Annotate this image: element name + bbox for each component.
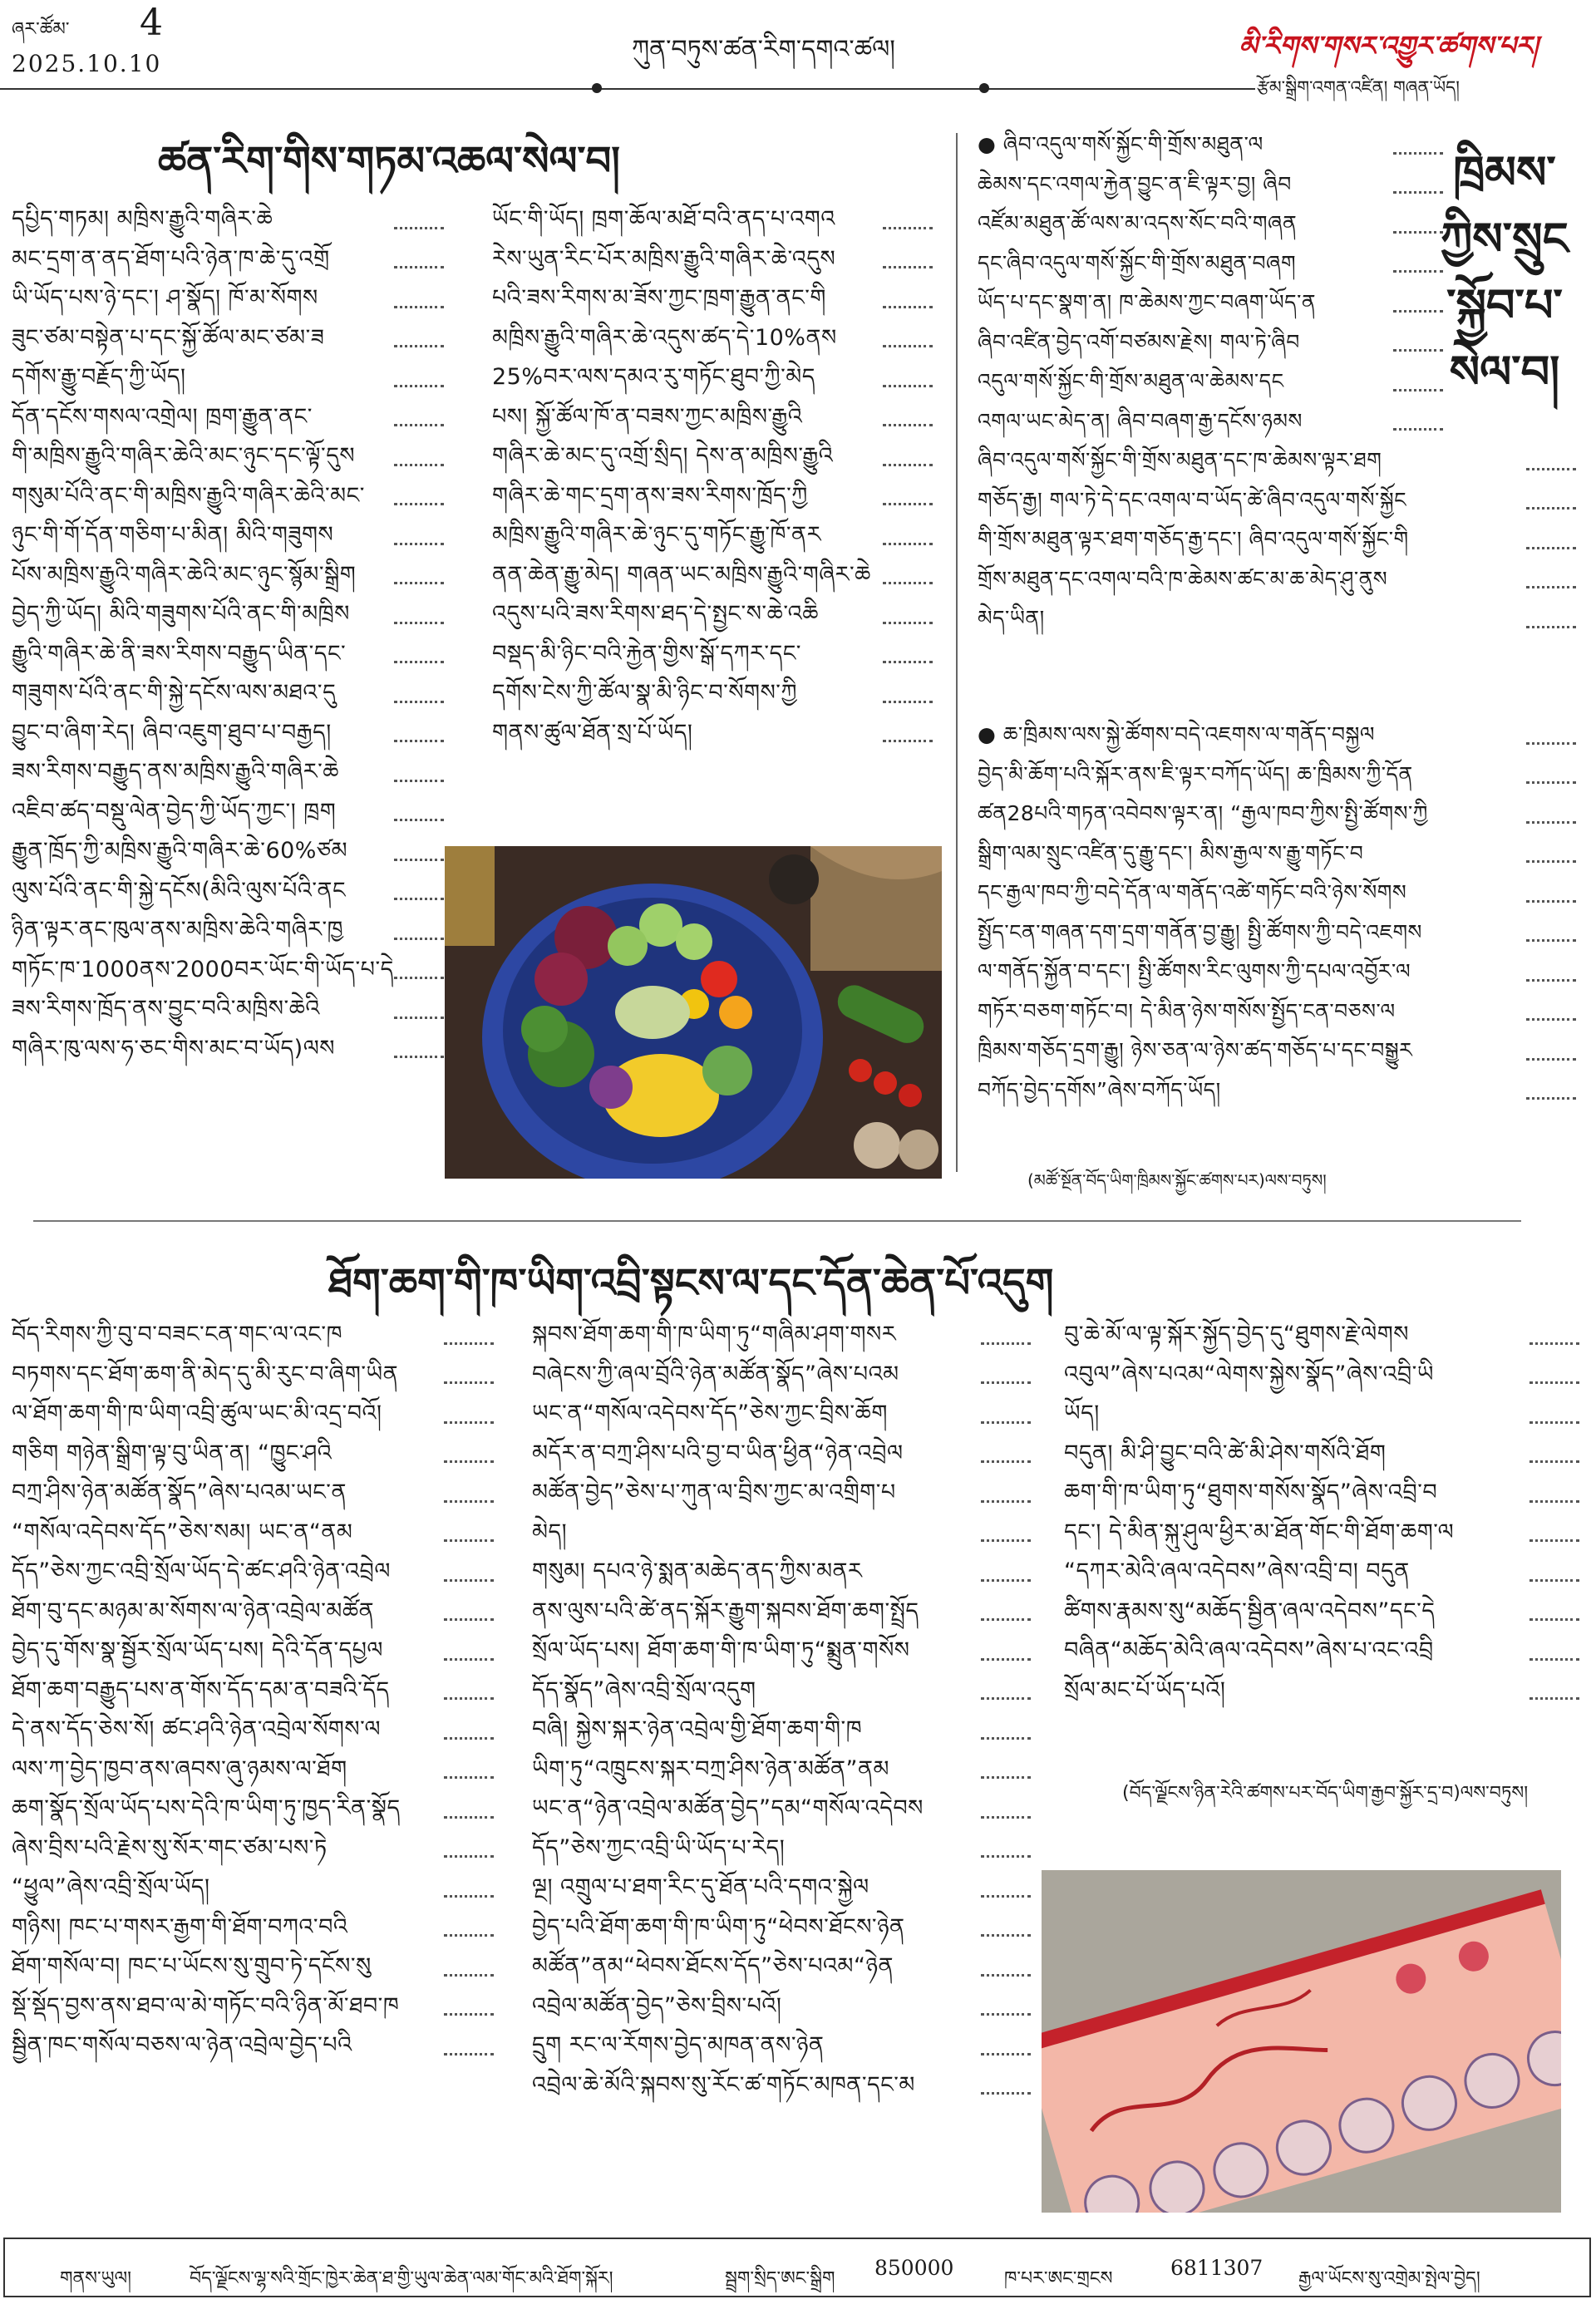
text-line: མཁྲིས་རྒྱུའི་གཞིར་ཆེ་འདུས་ཚད་དེ་10%ནས [492,318,933,358]
text-line: ● ཞིབ་འདུལ་གསོ་སྐྱོང་གི་གྲོས་མཐུན་ལ [978,125,1443,165]
text-line: བུ་ཆེ་མོ་ལ་ལྟ་སྐོར་སྐྱོད་བྱེད་དུ“ཐུགས་རྗེ་ལེགས [1064,1315,1579,1355]
footer-distribution: རྒྱལ་ཡོངས་སུ་འགྲེམ་སྤེལ་བྱེད། [1298,2268,1480,2289]
text-line: བྱེད་དུ་གོས་སྣ་སྦྱོར་སྲོལ་ཡོད་པས། དེའི་དོན་དཔྱལ [12,1631,494,1671]
red-envelope-photo [1042,1870,1561,2213]
text-line: “དཀར་མེའི་ཞལ་འདེབས”ཞེས་འབྲི་བ། བདུན [1064,1552,1579,1592]
text-line: དཔྱིད་གཏམ། མཁྲིས་རྒྱུའི་གཞིར་ཆེ [12,199,444,239]
text-line: གི་གྲོས་མཐུན་ལྟར་ཐག་གཅོད་རྒྱ་དང་། ཞིབ་འདུལ་གསོ་སྐྱོང་གི [978,519,1576,559]
text-line: གྲོས་མཐུན་དང་འགལ་བའི་ཁ་ཆེམས་ཚང་མ་ཆ་མེད་ཤུ་ནུས [978,559,1576,599]
section-label: ཞར་ཚོམ་ [12,19,70,40]
article1-column-2 [492,199,933,752]
sidebar-item-1 [978,125,1443,638]
text-line: འབྲེལ་མཚོན་བྱེད”ཅེས་བྲིས་པའོ། [532,1987,1031,2026]
text-line: དགོས་ངེས་ཀྱི་ཚོལ་སྣ་མི་ཉིང་བ་སོགས་ཀྱི [492,673,933,713]
text-line: སྲོལ་མང་པོ་ཡོད་པའོ། [1064,1671,1579,1711]
text-line: བདུན། མི་ཤི་བྱུང་བའི་ཚེ་མི་ཤེས་གསོའི་ཐོག [1064,1434,1579,1474]
text-line: ལ་ཐོག་ཆག་གི་ཁ་ཡིག་འབྲི་ཚུལ་ཡང་མི་འདྲ་བའོ། [12,1394,494,1434]
article1-column-separator [956,133,958,1172]
newspaper-logo: མི་རིགས་གསར་འགྱུར་ཚགས་པར། [1239,30,1539,62]
text-line: བྱུང་བ་ཞིག་རེད། ཞིབ་འཇུག་ཐུབ་པ་བརྒྱད། [12,713,444,753]
article1-column-1 [12,199,444,1068]
text-line: “ཕྱུལ”ཞེས་འབྲི་སྲོལ་ཡོད། [12,1868,494,1908]
text-line: རྒྱུན་ཁྲོད་ཀྱི་མཁྲིས་རྒྱུའི་གཞིར་ཆེ་60%ཙམ [12,831,444,871]
rule-dot-left [592,83,602,93]
text-line: གཞིར་ཆེ་གང་དྲག་ནས་ཟས་རིགས་ཁྲོད་ཀྱི [492,476,933,516]
text-line: བསྡད་མི་ཉིང་བའི་རྐྱེན་གྱིས་སྒོ་དཀར་དང་ [492,634,933,674]
text-line: བཏགས་དང་ཐོག་ཆག་ནི་མེད་དུ་མི་རུང་བ་ཞིག་ཡིན [12,1355,494,1395]
rule-dot-right [979,83,989,93]
text-line: དྲུག རང་ལ་རོགས་བྱེད་མཁན་ནས་ཉེན [532,2026,1031,2065]
text-line: ཟས་རིགས་བརྒྱུད་ནས་མཁྲིས་རྒྱུའི་གཞིར་ཆེ [12,752,444,792]
text-line: གཞིར་ཁུ་ལས་ཧ་ཅང་གིས་མང་བ་ཡོད)ལས [12,1029,444,1069]
text-line: བྱེད་མི་ཆོག་པའི་སྐོར་ནས་ཇི་ལྟར་བཀོད་ཡོད། ཆ་ཁྲིམས་ཀྱི་དོན [978,755,1576,795]
footer-phone-label: ཁ་པར་ཨང་གྲངས [1004,2268,1113,2289]
text-line: མེད་ཡིན། [978,598,1576,638]
text-line: འཇིབ་ཚད་བསྡུ་ལེན་བྱེད་ཀྱི་ཡོད་ཀྱང་། ཁྲག [12,792,444,832]
text-line: ཞིབ་འཛིན་བྱེད་འགོ་བཙམས་རྗེས། གལ་ཏེ་ཞིབ [978,322,1443,362]
text-line: ཁྲིམས་གཅོད་དྲག་རྒྱུ། ཉེས་ཅན་ལ་ཉེས་ཚད་གཅོད་པ་དང་བསྒྱུར [978,1031,1576,1071]
text-line: མཚོན་བྱེད”ཅེས་པ་ཀུན་ལ་བྲིས་ཀྱང་མ་འགྲིག་པ [532,1473,1031,1513]
text-line: བཀྲ་ཤིས་ཉེན་མཚོན་སྣོད”ཞེས་པའམ་ཡང་ན [12,1473,494,1513]
text-line: མེད། [532,1513,1031,1553]
article2-column-2 [532,1315,1031,2105]
text-line: ལ་གནོད་སྐྱོན་བ་དང་། སྤྱི་ཚོགས་རིང་ལུགས་ཀྱི་དཔལ་འབྱོར་ལ [978,952,1576,992]
text-line: གཏོང་ཁ་1000ནས་2000བར་ཡོང་གི་ཡོད་པ་དེ [12,950,444,990]
text-line: ཚིགས་རྣམས་སུ“མཆོད་སྦྱིན་ཞལ་འདེབས”དང་དེ [1064,1592,1579,1632]
footer-phone-value: 6811307 [1170,2256,1264,2280]
text-line: འདུས་པའི་ཟས་རིགས་ཐད་དེ་སྤྱང་ས་ཆེ་འཆི [492,594,933,634]
text-line: དོད་སྣོད”ཞེས་འབྲི་སྲོལ་འདུག [532,1671,1031,1711]
text-line: ཆེམས་དང་འགལ་རྐྱེན་བྱུང་ན་ཇི་ལྟར་བྱ། ཞིབ [978,165,1443,204]
text-line: “གསོལ་འདེབས་དོད”ཅེས་སམ། ཡང་ན“ནམ [12,1513,494,1553]
text-line: ནས་ལུས་པའི་ཚེ་ནད་སྐོར་རྒྱུག་སྐབས་ཐོག་ཆག་སྤྲོད [532,1592,1031,1632]
text-line: ཚན28པའི་གཏན་འབེབས་ལྟར་ན། “རྒྱལ་ཁབ་ཀྱིས་སྤྱི་ཚོགས་ཀྱི [978,794,1576,834]
text-line: གནས་ཚུལ་ཐོན་སྲ་པོ་ཡོད། [492,713,933,753]
text-line: དོད”ཅེས་ཀྱང་འབྲི་སྲོལ་ཡོད་དེ་ཚང་ཤའི་ཉེན་འབྲེལ [12,1552,494,1592]
text-line: བོད་རིགས་ཀྱི་བུ་བ་བཟང་ངན་གང་ལ་འང་ཁ [12,1315,494,1355]
text-line: འཛོམ་མཐུན་ཚོ་ལས་མ་འདས་སོང་བའི་གཞན [978,204,1443,244]
text-line: ལས་ཀ་བྱེད་ཁྱབ་ནས་ཞབས་ཞུ་ཉམས་ལ་ཐོག [12,1750,494,1790]
text-line: 25%བར་ལས་དམའ་རུ་གཏོང་ཐུབ་ཀྱི་མེད [492,357,933,397]
text-line: སྦྱིན་ཁང་གསོལ་བཅས་ལ་ཉེན་འབྲེལ་བྱེད་པའི [12,2026,494,2065]
salad-bowl-photo [445,846,942,1179]
masthead [0,0,1596,97]
text-line: གཏོར་བཅག་གཏོང་བ། དེ་མིན་ཉེས་གསོས་སྤྱོད་ངན་བཅས་ལ [978,992,1576,1031]
footer-postcode-value: 850000 [874,2256,954,2280]
text-line: གི་མཁྲིས་རྒྱུའི་གཞིར་ཆེའི་མང་ཉུང་དང་ལྟོ་དུས [12,436,444,476]
text-line: གསུམ་པོའི་ནང་གི་མཁྲིས་རྒྱུའི་གཞིར་ཆེའི་མང་ [12,476,444,516]
text-line: གསུམ། དཔའ་ཉེ་སྨན་མཆེད་ནད་ཀྱིས་མནར [532,1552,1031,1592]
text-line: འབྲེལ་ཆེ་མོའི་སྐབས་སུ་རོང་ཚ་གཏོང་མཁན་དང་མ [532,2065,1031,2105]
text-line: པའི་ཟས་རིགས་མ་ཟོས་ཀྱང་ཁྲག་རྒྱུན་ནང་གི [492,278,933,318]
article2-column-3 [1064,1315,1579,1710]
red-envelope-image [1042,1870,1561,2213]
article2-column-1 [12,1315,494,2065]
text-line: དོན་དངོས་གསལ་འགྲེལ། ཁྲག་རྒྱུན་ནང་ [12,397,444,437]
text-line: ནན་ཆེན་རྒྱུ་མེད། གཞན་ཡང་མཁྲིས་རྒྱུའི་གཞིར་ཆེ [492,555,933,595]
text-line: ཡོད། [1064,1394,1579,1434]
text-line: ● ཆ་ཁྲིམས་ལས་སྐྱེ་ཚོགས་བདེ་འཇགས་ལ་གནོད་བསྐྱལ [978,715,1576,755]
text-line: དང་ཞིབ་འདུལ་གསོ་སྐྱོང་གི་གྲོས་མཐུན་བཞག [978,244,1443,283]
text-line: ཡང་ན“ཉེན་འབྲེལ་མཚོན་བྱེད”དམ“གསོལ་འདེབས [532,1789,1031,1829]
text-line: སྐབས་ཐོག་ཆག་གི་ཁ་ཡིག་ཏུ“གཞིམ་ཤག་གསར [532,1315,1031,1355]
text-line: ཟུང་ཙམ་བསྟེན་པ་དང་སྐྱོ་ཚོལ་མང་ཙམ་ཟ [12,318,444,358]
text-line: བཞི། སྐྱེས་སྐར་ཉེན་འབྲེལ་གྱི་ཐོག་ཆག་གི་ཁ [532,1710,1031,1750]
text-line: བཀོད་བྱེད་དགོས”ཞེས་བཀོད་ཡོད། [978,1071,1576,1110]
header-rule-right [989,88,1255,90]
text-line: དགོས་རྒྱུ་བརྗོད་ཀྱི་ཡོད། [12,357,444,397]
text-line: གཅིག གཉེན་སྒྲིག་ལྟ་བུ་ཡིན་ན། “ཁྱུང་ཤའི [12,1434,494,1474]
text-line: དང་རྒྱལ་ཁབ་ཀྱི་བདེ་དོན་ལ་གནོད་འཚེ་གཏོང་བའི་ཉེས་སོགས [978,873,1576,913]
text-line: ཡོད་པ་དང་སྣག་ན། ཁ་ཆེམས་ཀྱང་བཞག་ཡོད་ན [978,283,1443,322]
article2-source: (བོད་ལྗོངས་ཉིན་རེའི་ཚགས་པར་བོད་ཡིག་རྒྱབ་སྐྱོར་དྲ་བ)ལས་བཏུས། [1122,1783,1529,1804]
article2-headline: ཐོག་ཆག་གི་ཁ་ཡིག་འབྲི་སྟངས་ལ་དང་དོན་ཆེན་པོ་འདུག [328,1260,1054,1307]
text-line: མཁྲིས་རྒྱུའི་གཞིར་ཆེ་ཉུང་དུ་གཏོང་རྒྱུ་ཁོ་ནར [492,515,933,555]
sidebar-title: ཁྲིམས་ཀྱིས་སྲུང་སྐྱོབ་པ་སེལ་བ། [1441,146,1569,398]
text-line: སྤྱོད་ངན་གཞན་དག་དྲག་གནོན་བྱ་རྒྱུ། སྤྱི་ཚོགས་ཀྱི་བདེ་འཇགས [978,913,1576,953]
text-line: ཉུང་གི་གོ་དོན་གཅིག་པ་མིན། མིའི་གཟུགས [12,515,444,555]
text-line: བྱེད་ཀྱི་ཡོད། མིའི་གཟུགས་པོའི་ནང་གི་མཁྲིས [12,594,444,634]
editor-line: རྩོམ་སྒྲིག་འགན་འཛིན། གཞན་ཡོད། [1257,77,1460,97]
text-line: ཡང་ན“གསོལ་འདེབས་དོད”ཅེས་ཀྱང་བྲིས་ཆོག [532,1394,1031,1434]
text-line: མཚོན”ནམ“ཕེབས་ཐོངས་དོད”ཅེས་པའམ“ཉེན [532,1947,1031,1987]
article1-headline: ཚན་རིག་གིས་གཏམ་འཆལ་སེལ་བ། [158,138,620,185]
page-number: 4 [140,2,163,44]
footer-address-label: གནས་ཡུལ། [60,2268,131,2289]
text-line: པས། སྐྱོ་ཚོལ་ཁོ་ན་བཟས་ཀྱང་མཁྲིས་རྒྱུའི [492,397,933,437]
text-line: གཞིར་ཆེ་མང་དུ་འགྲོ་སྲིད། དེས་ན་མཁྲིས་རྒྱུའི [492,436,933,476]
text-line: གཉིས། ཁང་པ་གསར་རྒྱག་གི་ཐོག་བཀའ་བའི [12,1908,494,1947]
text-line: ཡོང་གི་ཡོད། ཁྲག་ཆོལ་མཐོ་བའི་ནད་པ་འགའ [492,199,933,239]
text-line: མང་དྲག་ན་ནད་ཐོག་པའི་ཉེན་ཁ་ཆེ་དུ་འགྲོ [12,239,444,279]
text-line: དེ་ནས་དོད་ཅེས་སོ། ཚང་ཤའི་ཉེན་འབྲེལ་སོགས་ལ [12,1710,494,1750]
salad-bowl-image [445,846,942,1179]
text-line: ཟས་རིགས་ཁྲོད་ནས་བྱུང་བའི་མཁྲིས་ཆེའི [12,989,444,1029]
text-line: ཆག་གི་ཁ་ཡིག་ཏུ“ཐུགས་གསོས་སྣོད”ཞེས་འབྲི་བ [1064,1473,1579,1513]
text-line: བྱེད་པའི་ཐོག་ཆག་གི་ཁ་ཡིག་ཏུ“ཕེབས་ཐོངས་ཉེན [532,1908,1031,1947]
footer-box [3,2238,1591,2297]
text-line: ལྔ། འགྲུལ་པ་ཐག་རིང་དུ་ཐོན་པའི་དགའ་སྐྱེལ [532,1868,1031,1908]
text-line: ཐོག་གསོལ་བ། ཁང་པ་ཡོངས་སུ་གྲུབ་ཏེ་དངོས་སུ [12,1947,494,1987]
text-line: དང་། དེ་མིན་སྐུ་ཤུལ་ཕྱིར་མ་ཐོན་གོང་གི་ཐོག་ཆག་ལ [1064,1513,1579,1553]
text-line: འབུལ”ཞེས་པའམ“ལེགས་སྐྱེས་སྣོད”ཞེས་འབྲི་ཡི [1064,1355,1579,1395]
text-line: འདུལ་གསོ་སྐྱོང་གི་གྲོས་མཐུན་ལ་ཆེམས་དང [978,362,1443,401]
text-line: བཞིན“མཆོད་མེའི་ཞལ་འདེབས”ཞེས་པ་འང་འབྲི [1064,1631,1579,1671]
text-line: པོས་མཁྲིས་རྒྱུའི་གཞིར་ཆེའི་མང་ཉུང་སྙོམ་སྒྲིག [12,555,444,595]
footer-postcode-label: སྦྲག་སྲིད་ཨང་སྒྲིག [725,2268,835,2289]
text-line: མདོར་ན་བཀྲ་ཤིས་པའི་བྱ་བ་ཡིན་ཕྱིན“ཉེན་འབྲེལ [532,1434,1031,1474]
text-line: ཡི་ཡོད་པས་ཉེ་དང་། ཤ་སྣོད། ཁོ་མ་སོགས [12,278,444,318]
sidebar-source: (མཚོ་སྔོན་བོད་ཡིག་ཁྲིམས་སྐྱོང་ཚགས་པར)ལས་བཏུས། [1027,1170,1327,1190]
text-line: ལུས་པོའི་ནང་གི་སྐྱེ་དངོས(མིའི་ལུས་པོའི་ནང [12,871,444,911]
text-line: བཞེངས་ཀྱི་ཞལ་བྲོའི་ཉེན་མཚོན་སྣོད”ཞེས་པའམ [532,1355,1031,1395]
text-line: ཐོག་ཆག་བརྒྱུད་པས་ན་གོས་དོད་དམ་ན་བཟའི་དོད [12,1671,494,1711]
text-line: ཆག་སྣོད་སྲོལ་ཡོད་པས་དེའི་ཁ་ཡིག་ཏུ་ཁྱད་རིན་སྣོད [12,1789,494,1829]
text-line: ཉིན་ལྟར་ནང་ཁུལ་ནས་མཁྲིས་ཆེའི་གཞིར་ཁྱ [12,910,444,950]
text-line: ཐོག་བུ་དང་མཉམ་མ་སོགས་ལ་ཉེན་འབྲེལ་མཚོན [12,1592,494,1632]
text-line: ཞིབ་འདུལ་གསོ་སྐྱོང་གི་གྲོས་མཐུན་དང་ཁ་ཆེམས་ལྟར་ཐག [978,441,1576,480]
article-divider [33,1220,1521,1222]
text-line: འགལ་ཡང་མེད་ན། ཞིབ་བཞག་རྒྱ་དངོས་ཉམས [978,401,1443,441]
text-line: གཟུགས་པོའི་ནང་གི་སྐྱེ་དངོས་ལས་མཐའ་དུ [12,673,444,713]
text-line: གཅོད་རྒྱ། གལ་ཏེ་དེ་དང་འགལ་བ་ཡོད་ཚེ་ཞིབ་འདུལ་གསོ་སྐྱོང [978,480,1576,520]
text-line: ཡིག་ཏུ“འཁྲུངས་སྐར་བཀྲ་ཤིས་ཉེན་མཚོན”ནམ [532,1750,1031,1790]
text-line: རྒྱུའི་གཞིར་ཆེ་ནི་ཟས་རིགས་བརྒྱུད་ཡིན་དང་ [12,634,444,674]
page-section-title: ཀུན་བཏུས་ཚན་རིག་དགའ་ཚལ། [632,35,895,64]
text-line: དོད”ཅེས་ཀྱང་འབྲི་ཡི་ཡོད་པ་རེད། [532,1829,1031,1868]
sidebar-item-2 [978,715,1576,1110]
issue-date: 2025.10.10 [12,50,162,77]
text-line: ཞེས་བྲིས་པའི་རྗེས་སུ་སོར་གང་ཙམ་པས་ཏེ [12,1829,494,1868]
footer-address-value: བོད་ལྗོངས་ལྷ་སའི་གྲོང་ཁྱེར་ཆེན་ཐ་གྱི་ཡུལ་ཆེན་ལམ་གོང་མའི་ཐོག་སྐོར། [190,2268,613,2289]
text-line: རེས་ཡུན་རིང་པོར་མཁྲིས་རྒྱུའི་གཞིར་ཆེ་འདུས [492,239,933,279]
text-line: སྡོ་སྡོད་བྱས་ནས་ཐབ་ལ་མེ་གཏོང་བའི་ཉིན་མོ་ཐབ་ཁ [12,1987,494,2026]
text-line: སྒྲིག་ལམ་སྲུང་འཛིན་དུ་རྒྱུ་དང་། མིས་རྒྱལ་ས་རྒྱུ་གཏོང་བ [978,834,1576,874]
text-line: སྲོལ་ཡོད་པས། ཐོག་ཆག་གི་ཁ་ཡིག་ཏུ“སྨྲུན་གསོས [532,1631,1031,1671]
